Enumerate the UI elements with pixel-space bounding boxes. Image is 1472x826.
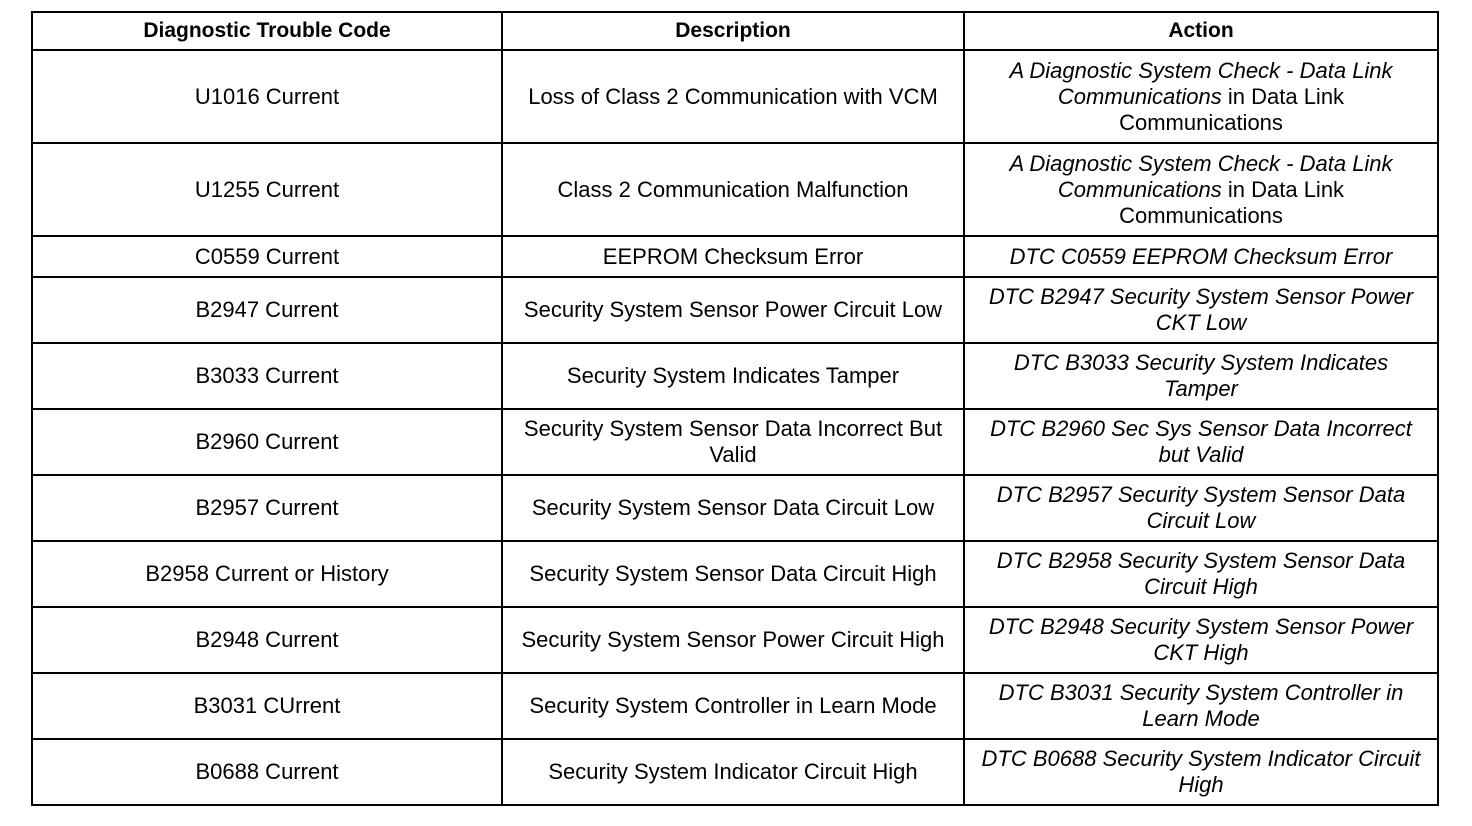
code-cell: U1016 Current (32, 50, 502, 143)
table-row (32, 541, 1438, 607)
description-cell: Security System Indicator Circuit High (502, 739, 964, 805)
code-cell: B2960 Current (32, 409, 502, 475)
description-cell: Security System Sensor Data Circuit Low (502, 475, 964, 541)
code-cell: U1255 Current (32, 143, 502, 236)
table-row (32, 50, 1438, 143)
code-cell: B3033 Current (32, 343, 502, 409)
code-cell: B2958 Current or History (32, 541, 502, 607)
action-cell: A Diagnostic System Check - Data Link Communications in Data Link Communications (964, 143, 1438, 236)
action-cell: DTC C0559 EEPROM Checksum Error (964, 236, 1438, 277)
action-cell: DTC B2947 Security System Sensor Power CKT Low (964, 277, 1438, 343)
code-cell: B0688 Current (32, 739, 502, 805)
header-action: Action (964, 12, 1438, 50)
code-cell: C0559 Current (32, 236, 502, 277)
table-row (32, 607, 1438, 673)
description-cell: Security System Sensor Data Circuit High (502, 541, 964, 607)
table-row (32, 673, 1438, 739)
description-cell: Security System Sensor Power Circuit Low (502, 277, 964, 343)
description-cell: Security System Sensor Data Incorrect But Valid (502, 409, 964, 475)
code-cell: B3031 CUrrent (32, 673, 502, 739)
description-cell: Security System Indicates Tamper (502, 343, 964, 409)
description-cell: Security System Controller in Learn Mode (502, 673, 964, 739)
table-row (32, 739, 1438, 805)
table-row (32, 475, 1438, 541)
code-cell: B2947 Current (32, 277, 502, 343)
action-cell: DTC B3033 Security System Indicates Tamper (964, 343, 1438, 409)
table-row (32, 236, 1438, 277)
description-cell: Loss of Class 2 Communication with VCM (502, 50, 964, 143)
description-cell: Class 2 Communication Malfunction (502, 143, 964, 236)
action-cell: DTC B2957 Security System Sensor Data Circuit Low (964, 475, 1438, 541)
code-cell: B2957 Current (32, 475, 502, 541)
table-row (32, 343, 1438, 409)
header-row (32, 12, 1438, 50)
code-cell: B2948 Current (32, 607, 502, 673)
action-cell: DTC B2960 Sec Sys Sensor Data Incorrect but Valid (964, 409, 1438, 475)
action-cell: DTC B2958 Security System Sensor Data Circuit High (964, 541, 1438, 607)
action-cell: DTC B3031 Security System Controller in Learn Mode (964, 673, 1438, 739)
description-cell: Security System Sensor Power Circuit High (502, 607, 964, 673)
dtc-table (31, 11, 1439, 806)
header-description: Description (502, 12, 964, 50)
description-cell: EEPROM Checksum Error (502, 236, 964, 277)
table-row (32, 277, 1438, 343)
action-cell: A Diagnostic System Check - Data Link Communications in Data Link Communications (964, 50, 1438, 143)
action-cell: DTC B2948 Security System Sensor Power CKT High (964, 607, 1438, 673)
table-row (32, 143, 1438, 236)
header-code: Diagnostic Trouble Code (32, 12, 502, 50)
table-row (32, 409, 1438, 475)
action-cell: DTC B0688 Security System Indicator Circuit High (964, 739, 1438, 805)
